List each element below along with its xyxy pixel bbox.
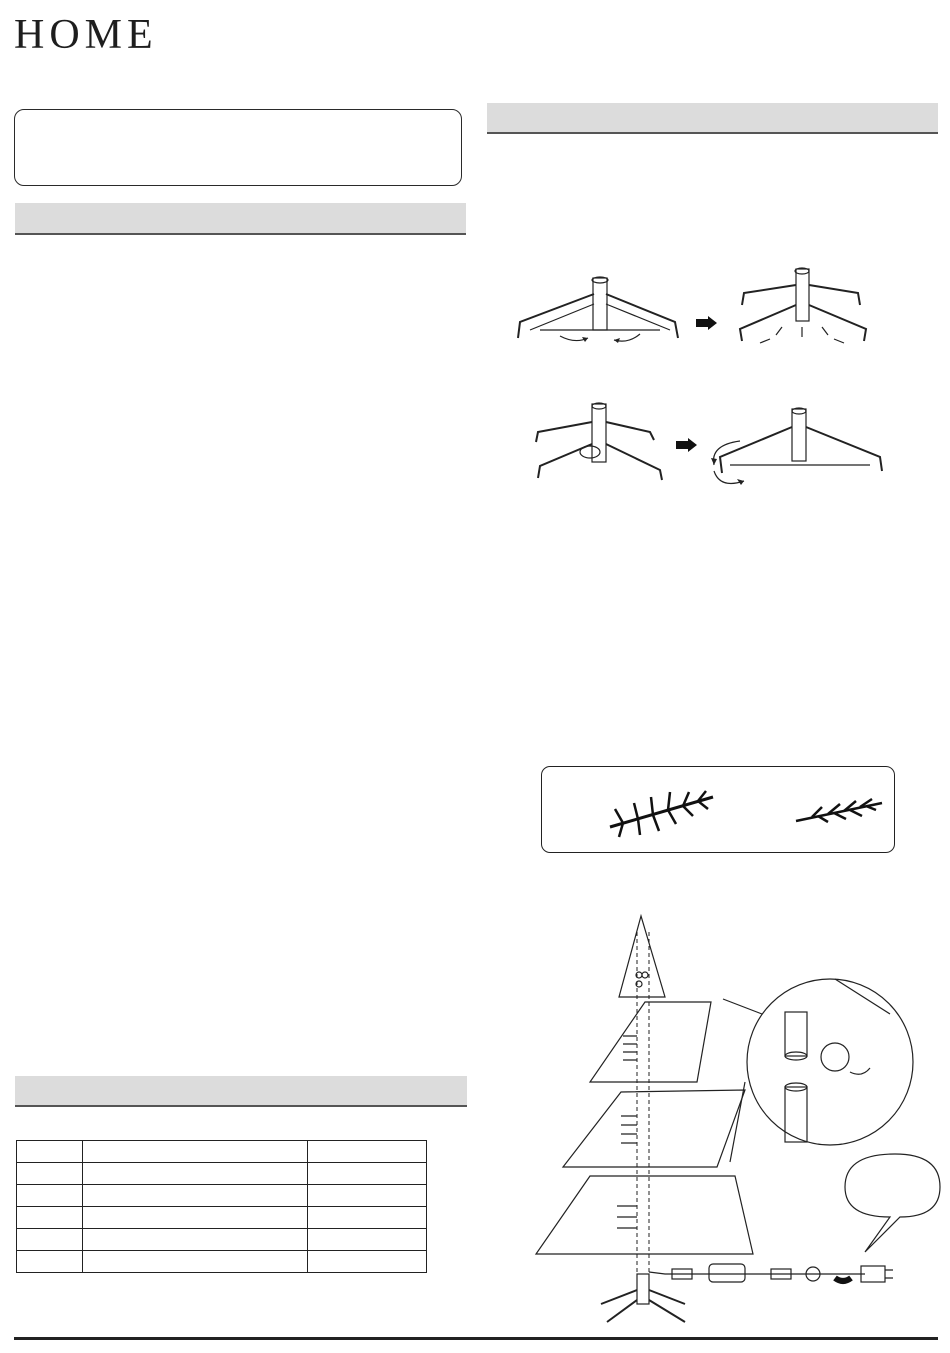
table-cell	[308, 1163, 427, 1185]
table-cell	[17, 1141, 83, 1163]
stand-unfold-step-2-icon	[730, 265, 870, 350]
table-cell	[82, 1141, 307, 1163]
table-cell	[82, 1207, 307, 1229]
table-cell	[308, 1207, 427, 1229]
arrow-right-icon-2	[676, 438, 698, 452]
table-cell	[17, 1207, 83, 1229]
tree-assembly-diagram-icon	[535, 912, 945, 1342]
stand-unfold-step-1-icon	[510, 270, 690, 350]
table-row	[17, 1185, 427, 1207]
table-cell	[82, 1229, 307, 1251]
table-row	[17, 1207, 427, 1229]
table-cell	[17, 1185, 83, 1207]
branch-fluffed-icon	[608, 777, 718, 847]
table-row	[17, 1141, 427, 1163]
spec-table	[16, 1140, 427, 1273]
table-cell	[17, 1163, 83, 1185]
table-row	[17, 1163, 427, 1185]
footer-rule	[14, 1337, 938, 1340]
table-cell	[82, 1251, 307, 1273]
table-row	[17, 1229, 427, 1251]
table-cell	[17, 1229, 83, 1251]
section-heading-bar-right	[487, 103, 938, 134]
branch-fluff-box	[541, 766, 895, 853]
table-cell	[308, 1141, 427, 1163]
stand-fold-step-2-icon	[700, 405, 890, 490]
table-cell	[308, 1185, 427, 1207]
table-row	[17, 1251, 427, 1273]
table-cell	[308, 1229, 427, 1251]
stand-fold-step-1-icon	[530, 400, 665, 485]
table-cell	[17, 1251, 83, 1273]
table-cell	[308, 1251, 427, 1273]
table-cell	[82, 1163, 307, 1185]
brand-logo: HOME	[14, 12, 158, 58]
note-box	[14, 109, 462, 186]
branch-flat-icon	[794, 793, 884, 829]
section-heading-bar-2	[15, 1076, 467, 1107]
table-cell	[82, 1185, 307, 1207]
arrow-right-icon	[696, 316, 718, 330]
section-heading-bar-1	[15, 203, 466, 235]
